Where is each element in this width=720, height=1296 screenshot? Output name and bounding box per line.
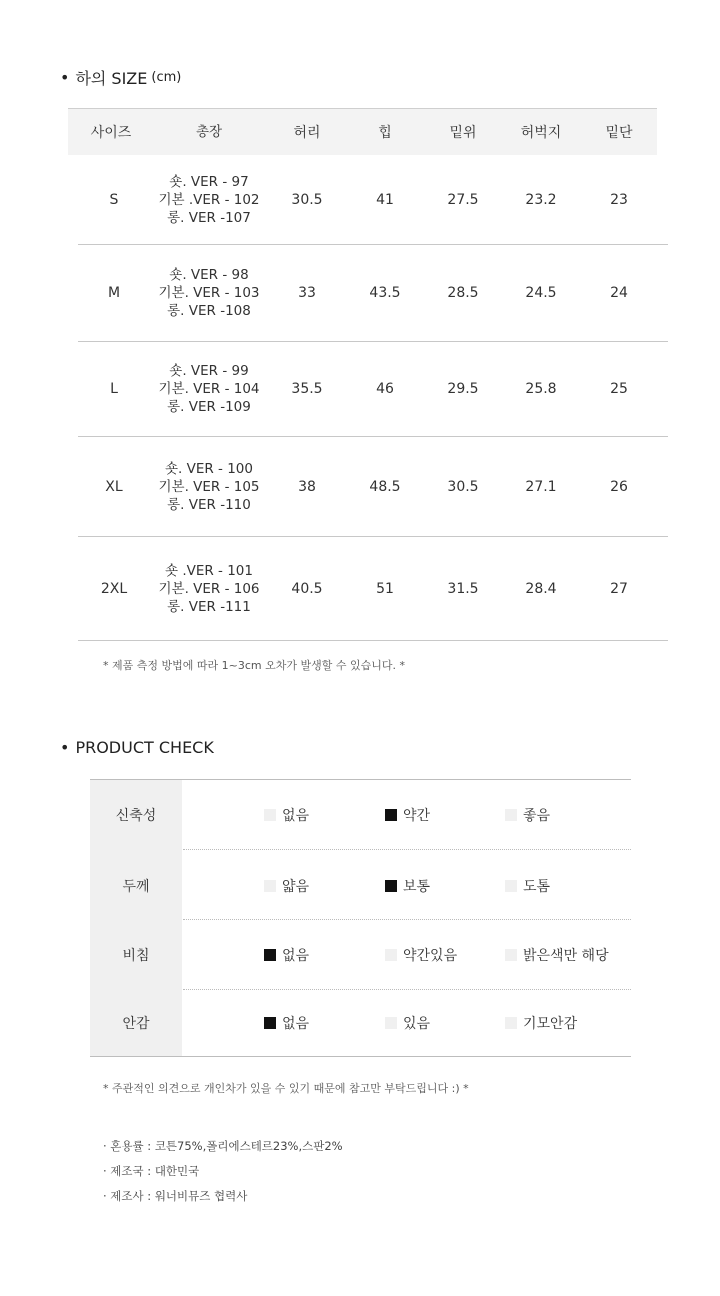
- option-label: 보통: [403, 878, 431, 895]
- length-regular: 기본. VER - 106: [158, 580, 260, 597]
- length-regular: 기본. VER - 104: [158, 381, 260, 397]
- cell-hem: 26: [610, 478, 628, 495]
- size-table-body: [78, 155, 668, 641]
- check-row-stretch: [90, 780, 631, 849]
- option-label: 없음: [282, 807, 310, 824]
- cell-size: S: [109, 191, 119, 208]
- check-section-title: [60, 738, 214, 757]
- checkbox-icon: [264, 880, 276, 892]
- header-size: 사이즈: [90, 125, 132, 141]
- header-waist: 허리: [293, 125, 321, 141]
- cell-thigh: 27.1: [525, 478, 557, 495]
- option: [505, 945, 609, 965]
- cell-hip: 51: [376, 580, 394, 597]
- length-long: 롱. VER -107: [167, 209, 251, 226]
- cell-length: [150, 460, 268, 514]
- option: [505, 876, 550, 896]
- info-country: · 제조국 : 대한민국: [103, 1164, 200, 1178]
- size-table: [68, 108, 668, 641]
- cell-size: XL: [105, 478, 123, 495]
- cell-length: [150, 173, 268, 227]
- option: [264, 805, 309, 825]
- option-label: 얇음: [282, 878, 310, 895]
- cell-length: [150, 266, 268, 320]
- checkbox-icon: [385, 1017, 397, 1029]
- option: [264, 945, 309, 965]
- table-row: [78, 245, 668, 342]
- length-long: 롱. VER -110: [167, 496, 251, 513]
- size-note: * 제품 측정 방법에 따라 1~3cm 오차가 발생할 수 있습니다. *: [103, 659, 405, 672]
- option-label: 기모안감: [523, 1015, 578, 1032]
- length-short: 숏. VER - 99: [169, 363, 249, 379]
- cell-hip: 48.5: [369, 478, 401, 495]
- header-rise: 밑위: [449, 125, 477, 141]
- cell-size: L: [110, 381, 118, 397]
- size-title: 하의 SIZE: [75, 69, 148, 88]
- checkbox-checked-icon: [264, 1017, 276, 1029]
- cell-rise: 30.5: [447, 478, 479, 495]
- cell-size: M: [107, 285, 121, 301]
- checkbox-icon: [505, 1017, 517, 1029]
- header-hip: 힙: [378, 125, 392, 141]
- checkbox-icon: [264, 809, 276, 821]
- bullet: •: [60, 68, 70, 87]
- cell-thigh: 25.8: [525, 381, 557, 397]
- checkbox-checked-icon: [385, 880, 397, 892]
- length-regular: 기본. VER - 105: [158, 478, 260, 495]
- cell-hem: 23: [610, 191, 628, 208]
- cell-rise: 28.5: [447, 285, 479, 301]
- option: [385, 945, 457, 965]
- cell-length: [150, 362, 268, 416]
- cell-waist: 30.5: [291, 191, 323, 208]
- header-hem: 밑단: [605, 125, 633, 141]
- table-row: [78, 437, 668, 537]
- cell-waist: 40.5: [291, 580, 323, 597]
- cell-hip: 43.5: [369, 285, 401, 301]
- check-label: 두께: [122, 878, 150, 895]
- option-label: 도톰: [523, 878, 551, 895]
- cell-hem: 24: [610, 285, 628, 301]
- length-long: 롱. VER -109: [167, 399, 251, 415]
- option: [505, 1013, 577, 1033]
- option: [385, 876, 430, 896]
- row-divider: [183, 849, 631, 850]
- checkbox-icon: [505, 949, 517, 961]
- check-label: 안감: [122, 1015, 150, 1032]
- bullet: •: [60, 738, 70, 757]
- info-material: · 혼용률 : 코튼75%,폴리에스테르23%,스판2%: [103, 1139, 343, 1153]
- check-note: * 주관적인 의견으로 개인차가 있을 수 있기 때문에 참고만 부탁드립니다 :) *: [103, 1082, 469, 1095]
- option-label: 밝은색만 해당: [523, 947, 609, 964]
- check-title: PRODUCT CHECK: [75, 738, 214, 757]
- table-row: [78, 342, 668, 437]
- option: [505, 805, 550, 825]
- header-length: 총장: [195, 124, 223, 140]
- cell-size: 2XL: [100, 580, 128, 597]
- option: [385, 1013, 430, 1033]
- option-label: 있음: [403, 1015, 431, 1032]
- cell-hip: 41: [376, 191, 394, 208]
- check-row-lining: [90, 988, 631, 1057]
- cell-rise: 29.5: [447, 381, 479, 397]
- header-thigh: 허벅지: [520, 125, 562, 141]
- table-row: [78, 155, 668, 245]
- checkbox-checked-icon: [385, 809, 397, 821]
- length-short: 숏. VER - 97: [169, 173, 249, 190]
- cell-hip: 46: [376, 381, 394, 397]
- length-short: 숏 .VER - 101: [165, 562, 253, 579]
- length-short: 숏. VER - 100: [165, 460, 253, 477]
- cell-thigh: 28.4: [525, 580, 557, 597]
- product-check-table: [90, 779, 631, 1057]
- cell-thigh: 23.2: [525, 191, 557, 208]
- check-label: 신축성: [115, 807, 157, 824]
- length-long: 롱. VER -108: [167, 303, 251, 319]
- cell-hem: 25: [610, 381, 628, 397]
- option-label: 없음: [282, 947, 310, 964]
- checkbox-icon: [385, 949, 397, 961]
- option: [385, 805, 430, 825]
- checkbox-icon: [505, 809, 517, 821]
- cell-waist: 35.5: [291, 381, 323, 397]
- check-row-thickness: [90, 851, 631, 920]
- check-label: 비침: [122, 947, 150, 964]
- option-label: 없음: [282, 1015, 310, 1032]
- cell-rise: 27.5: [447, 191, 479, 208]
- option: [264, 876, 309, 896]
- checkbox-checked-icon: [264, 949, 276, 961]
- option-label: 좋음: [523, 807, 551, 824]
- cell-waist: 33: [298, 285, 316, 301]
- cell-hem: 27: [610, 580, 628, 597]
- size-section-title: [60, 66, 181, 89]
- length-regular: 기본 .VER - 102: [158, 191, 260, 208]
- table-row: [78, 537, 668, 641]
- checkbox-icon: [505, 880, 517, 892]
- option-label: 약간있음: [403, 947, 458, 964]
- cell-length: [150, 562, 268, 616]
- option: [264, 1013, 309, 1033]
- cell-rise: 31.5: [447, 580, 479, 597]
- info-manufacturer: · 제조사 : 워너비뮤즈 협력사: [103, 1189, 248, 1203]
- cell-waist: 38: [298, 478, 316, 495]
- size-table-header: [68, 108, 657, 155]
- cell-thigh: 24.5: [525, 285, 557, 301]
- check-row-sheerness: [90, 920, 631, 989]
- size-unit: (cm): [151, 70, 182, 85]
- length-short: 숏. VER - 98: [169, 267, 249, 283]
- length-regular: 기본. VER - 103: [158, 285, 260, 301]
- length-long: 롱. VER -111: [167, 598, 251, 615]
- option-label: 약간: [403, 807, 431, 824]
